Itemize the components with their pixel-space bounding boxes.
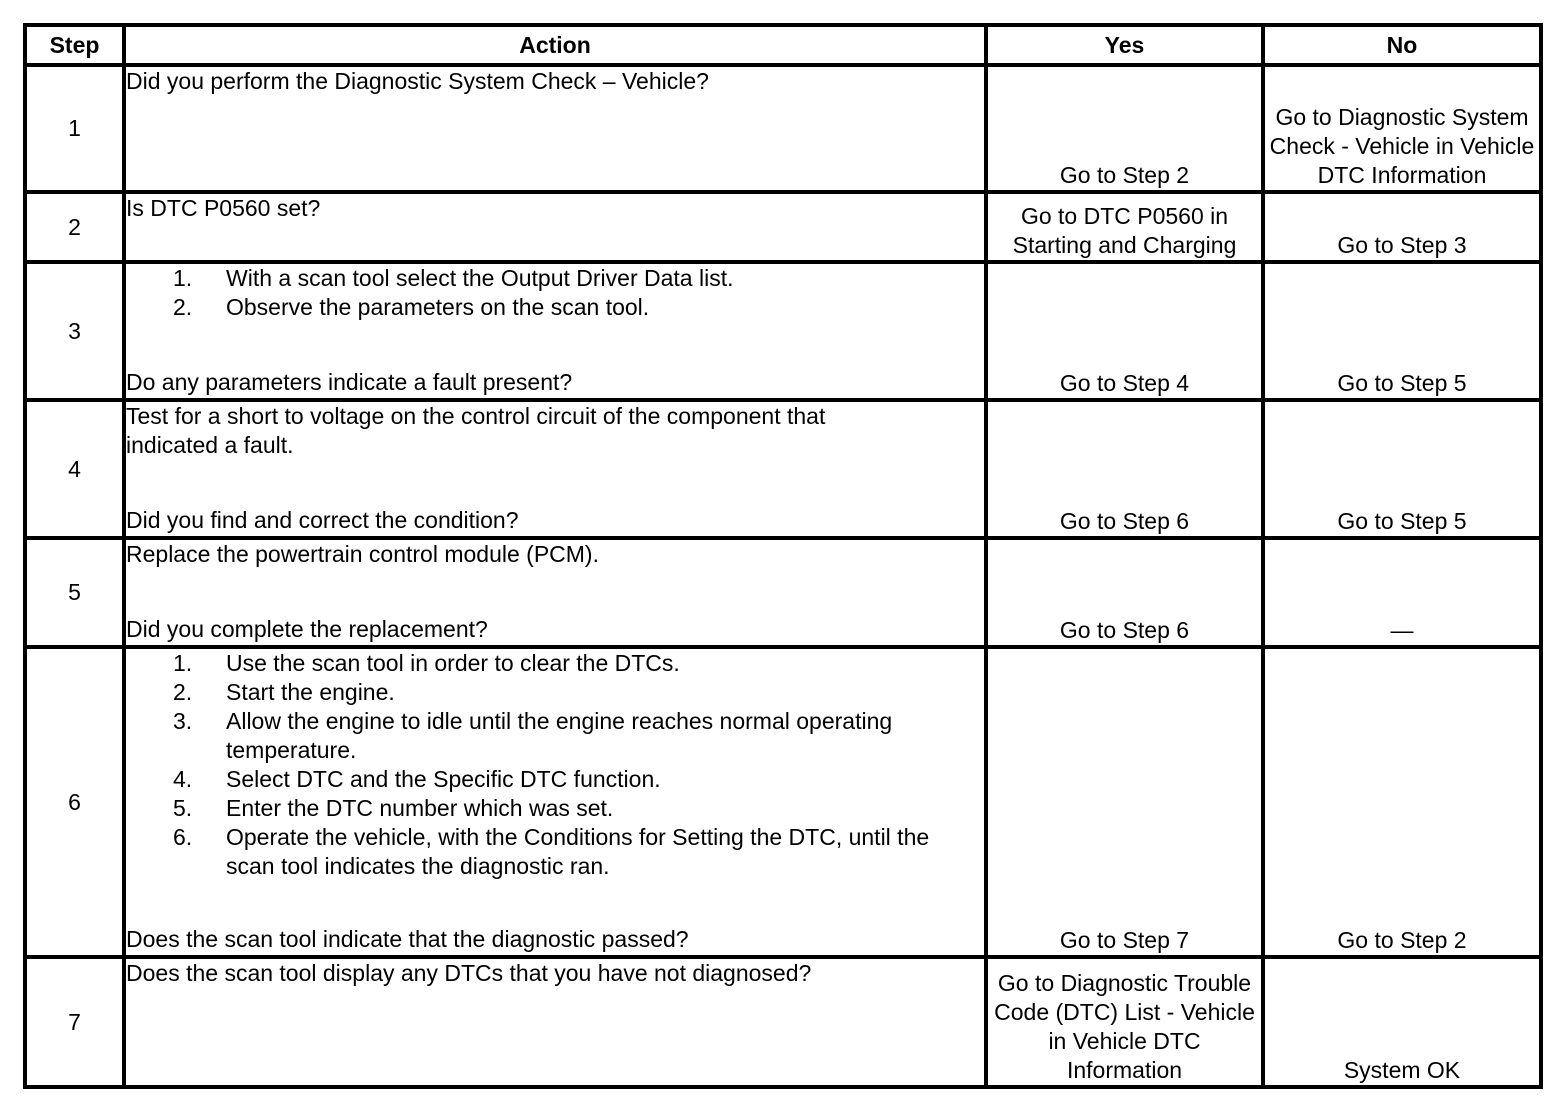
header-no: No: [1263, 25, 1541, 65]
table-row: [25, 647, 1541, 957]
step-number: 4: [25, 400, 124, 538]
step-number: 1: [25, 65, 124, 192]
action-text: Is DTC P0560 set?: [126, 195, 321, 221]
action-cell: [124, 192, 986, 262]
yes-result: Go to DTC P0560 in Starting and Charging: [986, 192, 1263, 262]
header-yes: Yes: [986, 25, 1263, 65]
header-step: Step: [25, 25, 124, 65]
list-item-number: 4.: [173, 766, 193, 792]
table-row: [25, 65, 1541, 192]
list-item-text: Observe the parameters on the scan tool.: [226, 294, 650, 320]
list-item-text: Select DTC and the Specific DTC function.: [226, 766, 661, 792]
list-item-text: With a scan tool select the Output Driver Data list.: [226, 265, 734, 291]
action-step-list: [126, 264, 984, 322]
list-item: [173, 794, 984, 823]
step-number: 7: [25, 957, 124, 1087]
no-result: Go to Step 2: [1263, 647, 1541, 957]
list-item: [173, 264, 984, 293]
step-number: 5: [25, 538, 124, 647]
list-item-text: Allow the engine to idle until the engine reaches normal operating temperature.: [226, 708, 893, 763]
step-number: 6: [25, 647, 124, 957]
list-item-text: Use the scan tool in order to clear the DTCs.: [226, 650, 680, 676]
table-row: [25, 538, 1541, 647]
action-cell: [124, 400, 986, 538]
action-question: Does the scan tool indicate that the diagnostic passed?: [126, 926, 689, 952]
list-item-number: 3.: [173, 708, 193, 734]
diagnostic-table: [23, 23, 1543, 1089]
action-cell: [124, 647, 986, 957]
list-item: [173, 293, 984, 322]
yes-result: Go to Step 6: [986, 538, 1263, 647]
list-item-number: 2.: [173, 294, 193, 320]
list-item: [173, 678, 984, 707]
list-item-number: 2.: [173, 679, 193, 705]
action-text: Test for a short to voltage on the control circuit of the component that indicated a fault.: [126, 403, 826, 458]
yes-result: Go to Step 2: [986, 65, 1263, 192]
list-item-number: 5.: [173, 795, 193, 821]
action-text: Did you perform the Diagnostic System Check – Vehicle?: [126, 68, 709, 94]
list-item: [173, 765, 984, 794]
list-item-text: Operate the vehicle, with the Conditions for Setting the DTC, until the scan tool indicates the diagnostic ran.: [226, 824, 930, 879]
action-cell: [124, 957, 986, 1087]
action-text: Does the scan tool display any DTCs that you have not diagnosed?: [126, 960, 812, 986]
action-cell: [124, 262, 986, 400]
table-row: [25, 957, 1541, 1087]
action-question: Did you find and correct the condition?: [126, 507, 519, 533]
no-result: —: [1263, 538, 1541, 647]
header-row: [25, 25, 1541, 65]
list-item-text: Start the engine.: [226, 679, 395, 705]
action-cell: [124, 65, 986, 192]
table-row: [25, 192, 1541, 262]
action-cell: [124, 538, 986, 647]
no-result: Go to Step 5: [1263, 262, 1541, 400]
step-number: 2: [25, 192, 124, 262]
no-result: Go to Step 5: [1263, 400, 1541, 538]
list-item-number: 6.: [173, 824, 193, 850]
no-result: System OK: [1263, 957, 1541, 1087]
no-result: Go to Step 3: [1263, 192, 1541, 262]
step-number: 3: [25, 262, 124, 400]
list-item: [173, 707, 984, 765]
list-item-number: 1.: [173, 265, 193, 291]
action-question: Do any parameters indicate a fault present?: [126, 369, 573, 395]
list-item: [173, 649, 984, 678]
header-action: Action: [124, 25, 986, 65]
yes-result: Go to Step 4: [986, 262, 1263, 400]
table-row: [25, 400, 1541, 538]
yes-result: Go to Diagnostic Trouble Code (DTC) List - Vehicle in Vehicle DTC Information: [986, 957, 1263, 1087]
yes-result: Go to Step 6: [986, 400, 1263, 538]
action-step-list: [126, 649, 984, 881]
yes-result: Go to Step 7: [986, 647, 1263, 957]
list-item-number: 1.: [173, 650, 193, 676]
table-row: [25, 262, 1541, 400]
action-text: Replace the powertrain control module (PCM).: [126, 541, 599, 567]
list-item: [173, 823, 984, 881]
no-result: Go to Diagnostic System Check - Vehicle in Vehicle DTC Information: [1263, 65, 1541, 192]
list-item-text: Enter the DTC number which was set.: [226, 795, 614, 821]
action-question: Did you complete the replacement?: [126, 616, 488, 642]
